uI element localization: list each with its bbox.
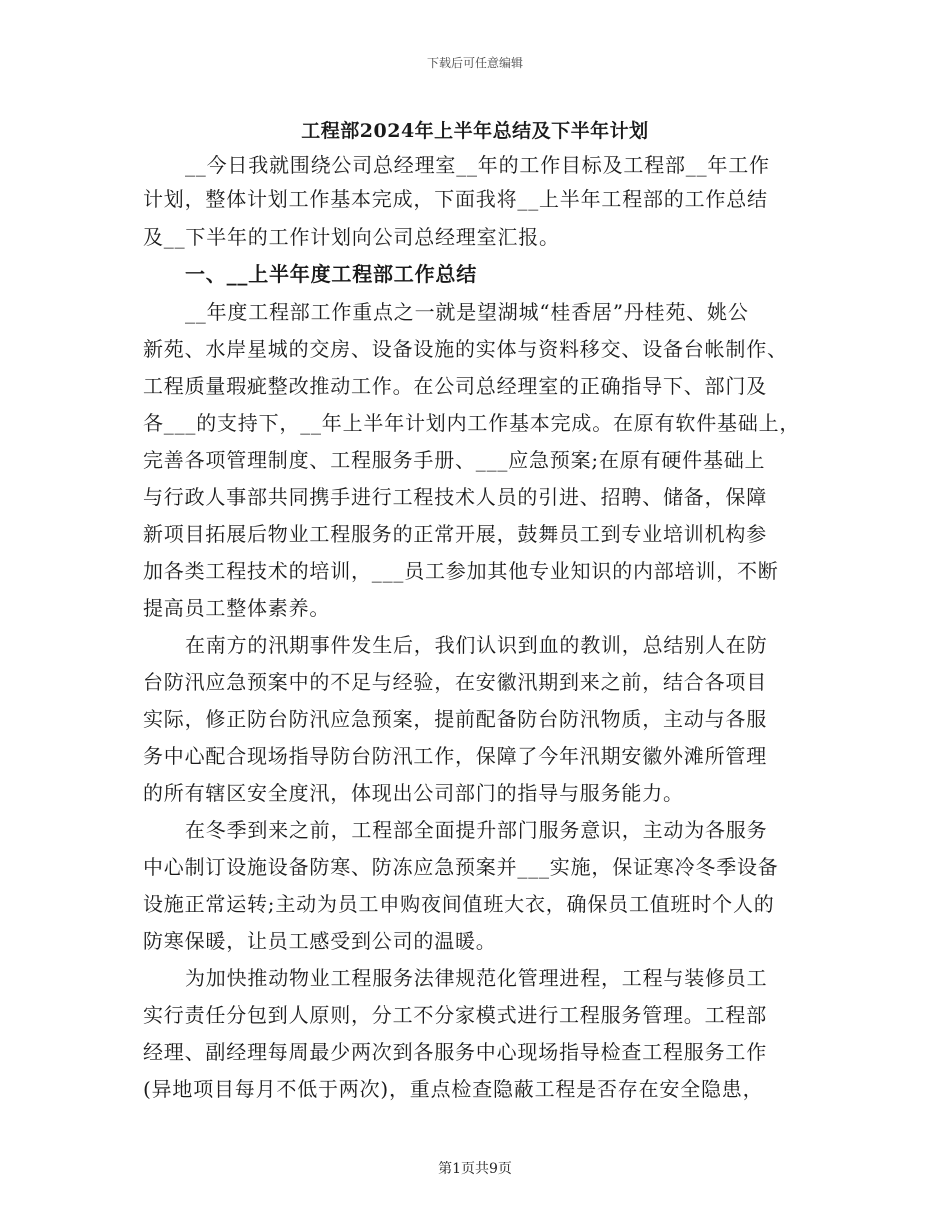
paragraph-line: 在冬季到来之前，工程部全面提升部门服务意识，主动为各服务 — [185, 818, 768, 842]
paragraph-line: (异地项目每月不低于两次)，重点检查隐蔽工程是否存在安全隐患， — [143, 1077, 764, 1101]
paragraph-line: 提高员工整体素养。 — [143, 596, 331, 620]
paragraph-line: 在南方的汛期事件发生后，我们认识到血的教训，总结别人在防 — [185, 633, 768, 657]
paragraph-line: 及__下半年的工作计划向公司总经理室汇报。 — [143, 225, 560, 249]
paragraph-line: 完善各项管理制度、工程服务手册、___应急预案;在原有硬件基础上 — [143, 448, 766, 472]
paragraph-line: 新项目拓展后物业工程服务的正常开展，鼓舞员工到专业培训机构参 — [143, 522, 767, 546]
paragraph-line: 实行责任分包到人原则，分工不分家模式进行工程服务管理。工程部 — [143, 1003, 767, 1027]
paragraph-line: 为加快推动物业工程服务法律规范化管理进程，工程与装修员工 — [185, 966, 768, 990]
header-note: 下载后可任意编辑 — [426, 56, 523, 70]
paragraph-line: 与行政人事部共同携手进行工程技术人员的引进、招聘、储备，保障 — [143, 485, 767, 509]
paragraph-line: 实际，修正防台防汛应急预案，提前配备防台防汛物质，主动与各服 — [143, 707, 767, 731]
paragraph-line: 各___的支持下，__年上半年计划内工作基本完成。在原有软件基础上， — [143, 411, 801, 435]
paragraph-line: 工程质量瑕疵整改推动工作。在公司总经理室的正确指导下、部门及 — [143, 374, 767, 398]
paragraph-line: 计划，整体计划工作基本完成，下面我将__上半年工程部的工作总结 — [143, 187, 768, 211]
paragraph-line: 台防汛应急预案中的不足与经验，在安徽汛期到来之前，结合各项目 — [143, 670, 767, 694]
page-number: 第1页共9页 — [438, 1161, 512, 1177]
paragraph-line: 务中心配合现场指导防台防汛工作，保障了今年汛期安徽外滩所管理 — [143, 744, 767, 768]
paragraph-line: 设施正常运转;主动为员工申购夜间值班大衣，确保员工值班时个人的 — [143, 892, 775, 916]
paragraph-line: 新苑、水岸星城的交房、设备设施的实体与资料移交、设备台帐制作、 — [143, 337, 788, 361]
paragraph-line: __年度工程部工作重点之一就是望湖城“桂香居”丹桂苑、姚公 — [185, 300, 749, 324]
paragraph-line: 的所有辖区安全度汛，体现出公司部门的指导与服务能力。 — [143, 781, 684, 805]
paragraph-line: 经理、副经理每周最少两次到各服务中心现场指导检查工程服务工作 — [143, 1040, 767, 1064]
paragraph-line: 加各类工程技术的培训，___员工参加其他专业知识的内部培训，不断 — [143, 559, 779, 583]
paragraph-line: __今日我就围绕公司总经理室__年的工作目标及工程部__年工作 — [185, 153, 770, 177]
paragraph-line: 防寒保暖，让员工感受到公司的温暖。 — [143, 929, 497, 953]
section-heading: 一、__上半年度工程部工作总结 — [185, 262, 477, 286]
document-title: 工程部2024年上半年总结及下半年计划 — [301, 120, 649, 142]
paragraph-line: 中心制订设施设备防寒、防冻应急预案并___实施，保证寒冷冬季设备 — [143, 855, 779, 879]
